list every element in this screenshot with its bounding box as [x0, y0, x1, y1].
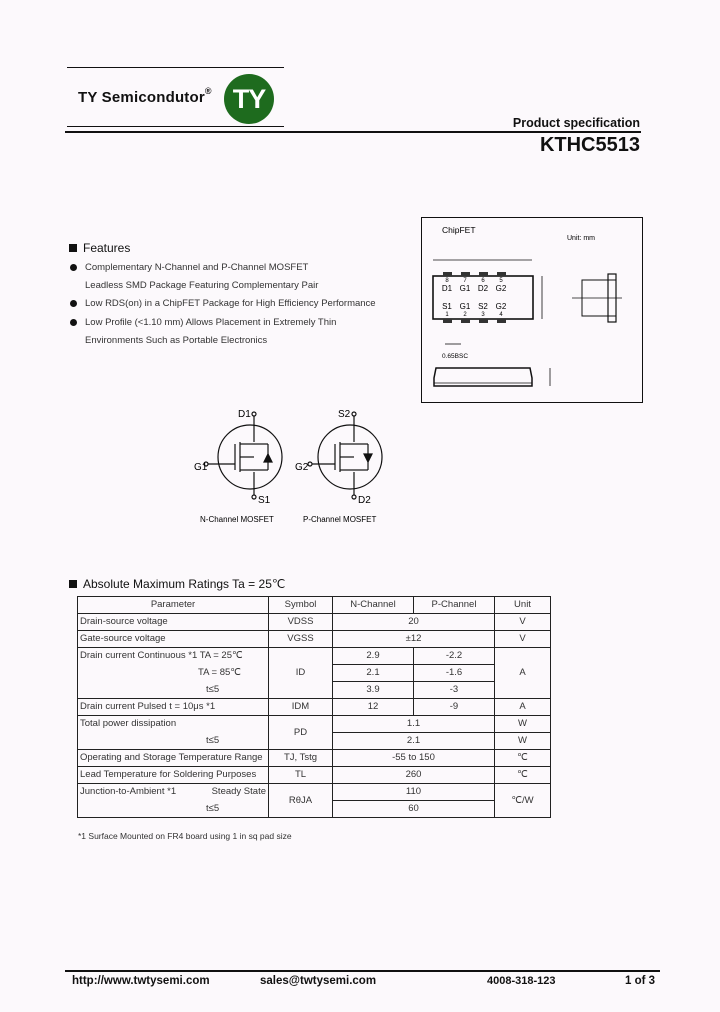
header-cell: Parameter [78, 597, 269, 614]
header-rule-top [67, 67, 284, 68]
bullet-icon [70, 264, 77, 271]
company-name [78, 88, 212, 106]
value-cell: 20 [333, 614, 495, 631]
square-bullet-icon [69, 580, 77, 588]
symbol-cell: PD [269, 716, 333, 750]
table-row [78, 648, 551, 665]
value-cell: 2.1 [333, 665, 414, 682]
mosfet-symbols [190, 402, 410, 527]
symbol-cell: RθJA [269, 784, 333, 818]
param-cell: Gate-source voltage [78, 631, 269, 648]
unit-cell: A [495, 699, 551, 716]
pin-number: 3 [481, 312, 485, 318]
pin-label: G1 [459, 284, 471, 293]
p-channel-mosfet-symbol [308, 412, 382, 499]
pin-label: D1 [441, 284, 453, 293]
source-label: S2 [338, 409, 351, 420]
doc-type: Product specification [512, 116, 640, 130]
param-cell: Total power dissipation [78, 716, 269, 733]
bullet-icon [70, 319, 77, 326]
unit-cell: ℃/W [495, 784, 551, 818]
header-cell: Unit [495, 597, 551, 614]
table-row [78, 767, 551, 784]
value-cell: 2.9 [333, 648, 414, 665]
param-cell: Operating and Storage Temperature Range [78, 750, 269, 767]
symbol-cell: TL [269, 767, 333, 784]
package-unit: Unit: mm [567, 235, 595, 242]
pin-label: D2 [477, 284, 489, 293]
feature-text: Complementary N-Channel and P-Channel MOSFET [85, 262, 309, 273]
header-divider [65, 131, 641, 133]
pin-label: S1 [442, 302, 452, 311]
value-cell: 12 [333, 699, 414, 716]
table-row [78, 699, 551, 716]
condition-text: Steady State [211, 786, 266, 798]
param-cell [78, 784, 269, 801]
pin-number: 7 [463, 278, 467, 284]
unit-cell: ℃ [495, 767, 551, 784]
package-outline-drawing [421, 217, 643, 403]
param-cell: Drain current Continuous *1 TA = 25℃ [78, 648, 269, 665]
p-channel-caption: P-Channel MOSFET [303, 515, 377, 524]
registered-mark: ® [204, 86, 212, 96]
value-cell: 2.1 [333, 733, 495, 750]
feature-text: Leadless SMD Package Featuring Complementary Pair [85, 280, 319, 291]
company-name-text: TY Semicondutor [78, 89, 205, 106]
value-cell: 260 [333, 767, 495, 784]
feature-item [70, 298, 376, 309]
footer-divider [65, 970, 660, 972]
pin-number: 1 [445, 312, 449, 318]
condition-cell: t≤5 [78, 682, 269, 699]
header-cell: P-Channel [414, 597, 495, 614]
email-link[interactable]: sales@twtysemi.com [260, 975, 377, 987]
feature-item [70, 335, 267, 346]
param-cell: Lead Temperature for Soldering Purposes [78, 767, 269, 784]
features-title: Features [83, 241, 131, 255]
condition-cell: t≤5 [78, 733, 269, 750]
gate-label: G1 [194, 462, 208, 473]
pin-label: G2 [495, 284, 507, 293]
ratings-title: Absolute Maximum Ratings Ta = 25℃ [83, 577, 286, 591]
company-logo: TY [224, 74, 274, 124]
pin-number: 4 [499, 312, 503, 318]
header-rule-bottom [67, 126, 284, 127]
feature-item [70, 317, 336, 328]
condition-cell: TA = 85℃ [78, 665, 269, 682]
value-cell: -55 to 150 [333, 750, 495, 767]
symbol-cell: IDM [269, 699, 333, 716]
source-label: S1 [258, 495, 271, 506]
table-row [78, 614, 551, 631]
pin-number: 2 [463, 312, 467, 318]
drain-label: D2 [358, 495, 371, 506]
feature-text: Environments Such as Portable Electronics [85, 335, 268, 346]
value-cell: -9 [414, 699, 495, 716]
pin-number: 8 [445, 278, 449, 284]
value-cell: -1.6 [414, 665, 495, 682]
table-row [78, 716, 551, 733]
website-link[interactable]: http://www.twtysemi.com [72, 975, 210, 987]
pin-number: 5 [499, 278, 503, 284]
gate-label: G2 [295, 462, 309, 473]
pin-label: G2 [495, 302, 507, 311]
table-row [78, 750, 551, 767]
value-cell: 3.9 [333, 682, 414, 699]
unit-cell: W [495, 733, 551, 750]
symbol-cell: VDSS [269, 614, 333, 631]
page-number: 1 of 3 [625, 975, 656, 987]
feature-item [70, 262, 308, 273]
value-cell: 1.1 [333, 716, 495, 733]
square-bullet-icon [69, 244, 77, 252]
param-cell: Drain current Pulsed t = 10μs *1 [78, 699, 269, 716]
table-row [78, 631, 551, 648]
ratings-heading [69, 577, 285, 591]
unit-cell: A [495, 648, 551, 699]
table-footnote: *1 Surface Mounted on FR4 board using 1 in sq pad size [78, 831, 292, 841]
header-cell: N-Channel [333, 597, 414, 614]
unit-cell: ℃ [495, 750, 551, 767]
unit-cell: W [495, 716, 551, 733]
bullet-icon [70, 300, 77, 307]
param-text: Junction-to-Ambient *1 [80, 786, 177, 798]
condition-cell: t≤5 [78, 801, 269, 818]
unit-cell: V [495, 631, 551, 648]
value-cell: 60 [333, 801, 495, 818]
n-channel-caption: N-Channel MOSFET [200, 515, 274, 524]
pin-number: 6 [481, 278, 485, 284]
table-header-row [78, 597, 551, 614]
header-cell: Symbol [269, 597, 333, 614]
drain-label: D1 [238, 409, 251, 420]
value-cell: -3 [414, 682, 495, 699]
symbol-cell: ID [269, 648, 333, 699]
part-number: KTHC5513 [539, 134, 640, 156]
phone-number: 4008-318-123 [487, 975, 556, 987]
n-channel-mosfet-symbol [204, 412, 282, 499]
absolute-maximum-ratings-table [77, 596, 551, 818]
pin-label: G1 [459, 302, 471, 311]
value-cell: ±12 [333, 631, 495, 648]
pin-label: S2 [478, 302, 488, 311]
symbol-cell: VGSS [269, 631, 333, 648]
param-cell: Drain-source voltage [78, 614, 269, 631]
pitch-dimension: 0.65BSC [442, 353, 469, 360]
value-cell: -2.2 [414, 648, 495, 665]
feature-text: Low Profile (<1.10 mm) Allows Placement in Extremely Thin [85, 317, 337, 328]
table-row [78, 784, 551, 801]
feature-text: Low RDS(on) in a ChipFET Package for High Efficiency Performance [85, 298, 376, 309]
feature-item [70, 280, 318, 291]
package-name: ChipFET [442, 225, 476, 235]
value-cell: 110 [333, 784, 495, 801]
unit-cell: V [495, 614, 551, 631]
symbol-cell: TJ, Tstg [269, 750, 333, 767]
features-heading [69, 241, 130, 255]
